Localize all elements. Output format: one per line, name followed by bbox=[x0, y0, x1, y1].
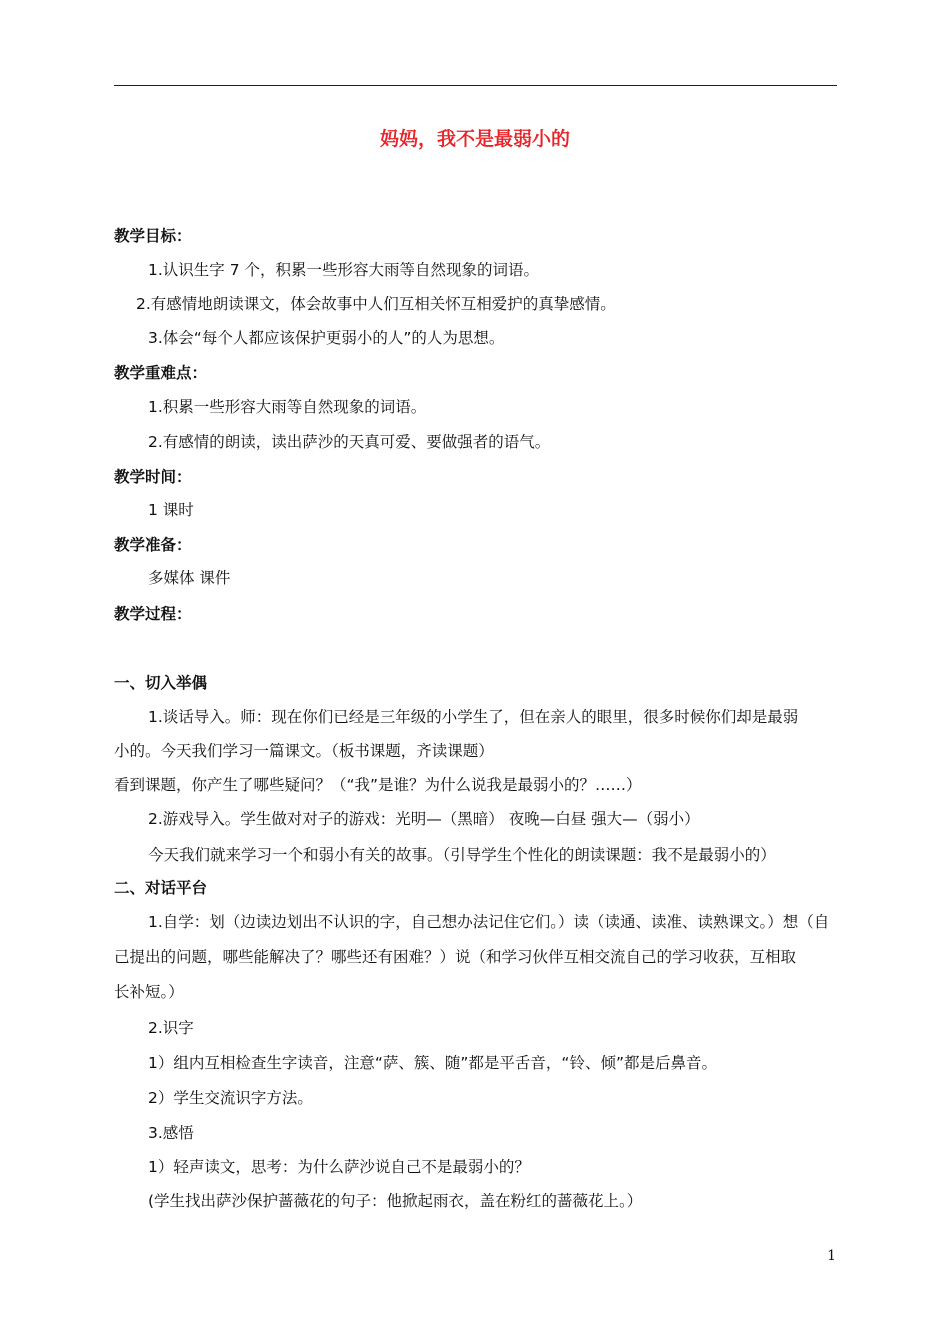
section1-line: 今天我们就来学习一个和弱小有关的故事。（引导学生个性化的朗读课题：我不是最弱小的） bbox=[148, 846, 776, 864]
section2-line: 1.自学：划（边读边划出不认识的字，自己想办法记住它们。）读（读通、读准、读熟课文。）想（自 bbox=[148, 913, 830, 931]
section2-line: 2.识字 bbox=[148, 1019, 194, 1037]
goal-item-1: 1.认识生字 7 个，积累一些形容大雨等自然现象的词语。 bbox=[148, 261, 540, 279]
section1-line: 看到课题，你产生了哪些疑问？（“我”是谁？为什么说我是最弱小的？……） bbox=[114, 776, 642, 794]
section2-line: (学生找出萨沙保护蔷薇花的句子：他掀起雨衣，盖在粉红的蔷薇花上。） bbox=[148, 1192, 643, 1210]
section1-line: 2.游戏导入。学生做对对子的游戏：光明—（黑暗） 夜晚—白昼 强大—（弱小） bbox=[148, 810, 700, 828]
page-number: 1 bbox=[827, 1248, 836, 1264]
section2-line: 1）组内互相检查生字读音，注意“萨、簇、随”都是平舌音，“铃、倾”都是后鼻音。 bbox=[148, 1054, 717, 1072]
section1-line: 小的。今天我们学习一篇课文。（板书课题，齐读课题） bbox=[114, 742, 494, 760]
goal-item-2: 2.有感情地朗读课文，体会故事中人们互相关怀互相爱护的真挚感情。 bbox=[136, 295, 616, 313]
time-heading: 教学时间： bbox=[114, 468, 192, 486]
document-title: 妈妈，我不是最弱小的 bbox=[379, 128, 570, 150]
section1-heading: 一、切入举偶 bbox=[114, 674, 208, 692]
time-value: 1 课时 bbox=[148, 501, 194, 519]
section2-line: 长补短。） bbox=[114, 983, 184, 1001]
section2-line: 3.感悟 bbox=[148, 1124, 194, 1142]
prep-value: 多媒体 课件 bbox=[148, 569, 231, 587]
section2-line: 2）学生交流识字方法。 bbox=[148, 1089, 313, 1107]
key-point-1: 1.积累一些形容大雨等自然现象的词语。 bbox=[148, 398, 427, 416]
section1-line: 1.谈话导入。师：现在你们已经是三年级的小学生了，但在亲人的眼里，很多时候你们却是最弱 bbox=[148, 708, 799, 726]
goals-heading: 教学目标： bbox=[114, 227, 192, 245]
key-point-2: 2.有感情的朗读，读出萨沙的天真可爱、要做强者的语气。 bbox=[148, 433, 551, 451]
section2-line: 1）轻声读文，思考：为什么萨沙说自己不是最弱小的？ bbox=[148, 1158, 530, 1176]
process-heading: 教学过程： bbox=[114, 605, 192, 623]
prep-heading: 教学准备： bbox=[114, 536, 192, 554]
section2-line: 己提出的问题，哪些能解决了？哪些还有困难？）说（和学习伙伴互相交流自己的学习收获，互相取 bbox=[114, 948, 797, 966]
header-rule bbox=[114, 85, 837, 86]
section2-heading: 二、对话平台 bbox=[114, 879, 208, 897]
key-points-heading: 教学重难点： bbox=[114, 364, 208, 382]
goal-item-3: 3.体会“每个人都应该保护更弱小的人”的人为思想。 bbox=[148, 329, 505, 347]
